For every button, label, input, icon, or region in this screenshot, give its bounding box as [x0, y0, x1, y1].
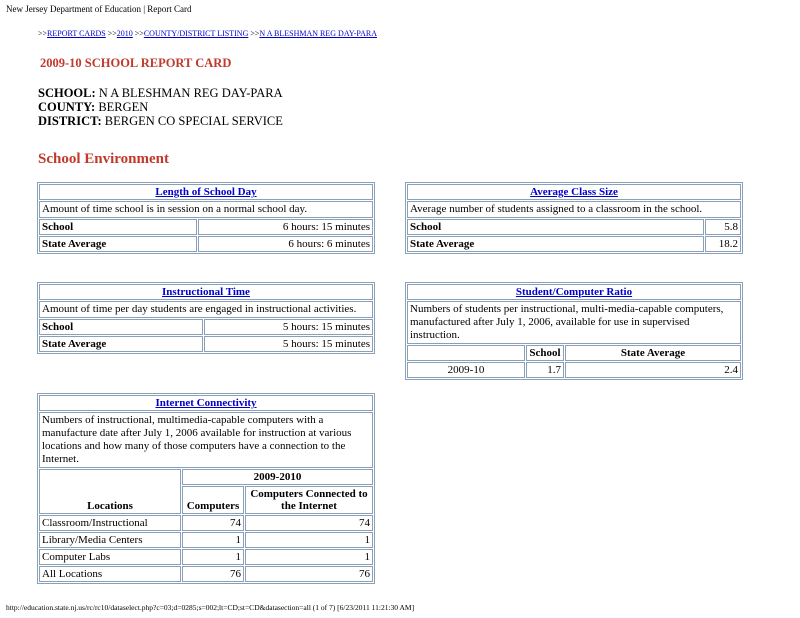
- student-computer-ratio-description: Numbers of students per instructional, multi-media-capable computers, manufactured after July 1, 2006, available for use in supervised instruction.: [407, 301, 741, 344]
- breadcrumb-2010-link[interactable]: 2010: [116, 29, 133, 38]
- breadcrumb-report-cards-link[interactable]: REPORT CARDS: [47, 29, 106, 38]
- row-value: 5 hours: 15 minutes: [204, 319, 373, 335]
- empty-header-cell: [407, 345, 525, 361]
- computers-cell: 76: [182, 566, 244, 582]
- row-label: State Average: [39, 236, 197, 252]
- row-value: 6 hours: 15 minutes: [198, 219, 373, 235]
- district-label: DISTRICT:: [38, 114, 102, 128]
- connected-column-header: Computers Connected to the Internet: [245, 486, 373, 514]
- breadcrumb-separator: >>: [38, 29, 48, 38]
- breadcrumb-separator: >>: [250, 29, 260, 38]
- average-class-size-description: Average number of students assigned to a classroom in the school.: [407, 201, 741, 218]
- breadcrumb-separator: >>: [107, 29, 117, 38]
- page-footer-url: http://education.state.nj.us/rc/rc10/dataselect.php?c=03;d=0285;s=002;lt=CD;st=CD&datasection=all (1 of 7) [6/23/2011 11:21:30 AM]: [6, 603, 415, 612]
- length-of-school-day-table: [37, 182, 375, 254]
- breadcrumb-separator: >>: [134, 29, 144, 38]
- student-computer-ratio-link[interactable]: Student/Computer Ratio: [515, 286, 633, 298]
- row-label: School: [39, 319, 203, 335]
- location-cell: All Locations: [39, 566, 181, 582]
- location-cell: Computer Labs: [39, 549, 181, 565]
- location-cell: Classroom/Instructional: [39, 515, 181, 531]
- student-computer-ratio-table: [405, 282, 743, 380]
- state-average-value: 2.4: [565, 362, 741, 378]
- row-value: 5 hours: 15 minutes: [204, 336, 373, 352]
- school-name: N A BLESHMAN REG DAY-PARA: [98, 86, 283, 100]
- connected-cell: 76: [245, 566, 373, 582]
- connected-cell: 1: [245, 549, 373, 565]
- average-class-size-link[interactable]: Average Class Size: [530, 186, 618, 198]
- school-info: [38, 86, 283, 128]
- row-label: School: [39, 219, 197, 235]
- district-name: BERGEN CO SPECIAL SERVICE: [104, 114, 283, 128]
- year-header: 2009-2010: [182, 469, 373, 485]
- county-label: COUNTY:: [38, 100, 96, 114]
- computers-cell: 1: [182, 549, 244, 565]
- breadcrumb: [38, 29, 377, 38]
- report-card-title: 2009-10 SCHOOL REPORT CARD: [40, 56, 232, 70]
- instructional-time-table: [37, 282, 375, 354]
- row-label: School: [407, 219, 704, 235]
- row-value: 5.8: [705, 219, 741, 235]
- instructional-time-link[interactable]: Instructional Time: [162, 286, 250, 298]
- average-class-size-table: [405, 182, 743, 254]
- school-label: SCHOOL:: [38, 86, 96, 100]
- computers-column-header: Computers: [182, 486, 244, 514]
- length-of-school-day-link[interactable]: Length of School Day: [155, 186, 257, 198]
- window-title: New Jersey Department of Education | Report Card: [6, 4, 192, 14]
- instructional-time-description: Amount of time per day students are engaged in instructional activities.: [39, 301, 373, 318]
- county-name: BERGEN: [98, 100, 149, 114]
- year-cell: 2009-10: [407, 362, 525, 378]
- row-label: State Average: [407, 236, 704, 252]
- computers-cell: 74: [182, 515, 244, 531]
- connected-cell: 74: [245, 515, 373, 531]
- breadcrumb-school-link[interactable]: N A BLESHMAN REG DAY-PARA: [259, 29, 378, 38]
- breadcrumb-county-district-link[interactable]: COUNTY/DISTRICT LISTING: [143, 29, 249, 38]
- section-title: School Environment: [38, 151, 169, 167]
- internet-connectivity-description: Numbers of instructional, multimedia-capable computers with a manufacture date after July 1, 2006 available for instruction at various locations and how many of those computers have a connection to the Internet.: [39, 412, 373, 468]
- computers-cell: 1: [182, 532, 244, 548]
- row-value: 6 hours: 6 minutes: [198, 236, 373, 252]
- row-value: 18.2: [705, 236, 741, 252]
- internet-connectivity-table: [37, 393, 375, 584]
- school-value: 1.7: [526, 362, 564, 378]
- state-average-column-header: State Average: [565, 345, 741, 361]
- row-label: State Average: [39, 336, 203, 352]
- connected-cell: 1: [245, 532, 373, 548]
- internet-connectivity-link[interactable]: Internet Connectivity: [155, 397, 257, 409]
- school-column-header: School: [526, 345, 564, 361]
- length-of-school-day-description: Amount of time school is in session on a normal school day.: [39, 201, 373, 218]
- location-cell: Library/Media Centers: [39, 532, 181, 548]
- locations-column-header: Locations: [39, 469, 181, 514]
